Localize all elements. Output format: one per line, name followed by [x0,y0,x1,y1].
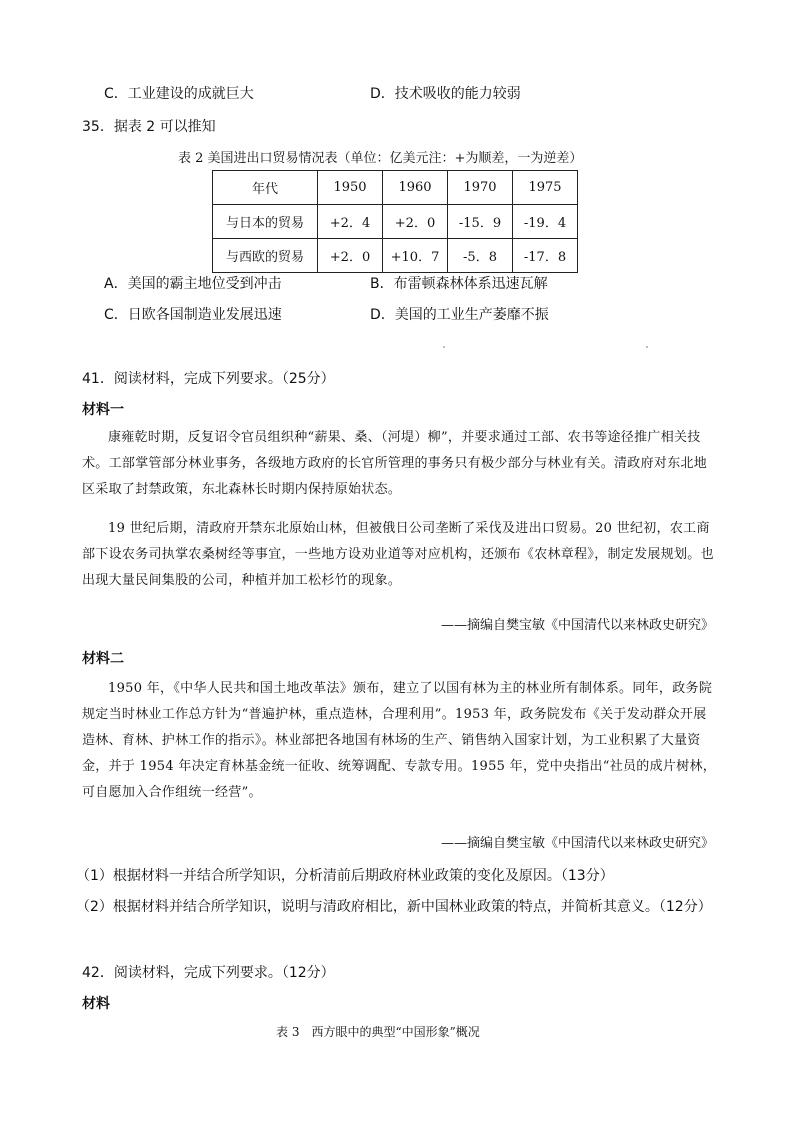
material2-label: 材料二 [82,651,124,667]
table-header-row [213,171,578,205]
table3-caption: 表 3 西方眼中的典型“中国形象”概况 [276,1025,480,1039]
table-cell: +10．7 [383,239,448,273]
table-cell: 与日本的贸易 [213,205,318,239]
table-cell: 与西欧的贸易 [213,239,318,273]
scan-speck [443,346,445,348]
table-cell: +2．4 [318,205,383,239]
q41-requirement-2: （2）根据材料并结合所学知识，说明与清政府相比，新中国林业政策的特点，并简析其意义。（12分） [76,899,712,915]
q41-requirement-1: （1）根据材料一并结合所学知识，分析清前后期政府林业政策的变化及原因。（13分） [76,868,614,884]
q34-option-d: D．技术吸收的能力较弱 [370,86,521,102]
q42-material-label: 材料 [82,996,110,1012]
table-header-cell: 1950 [318,171,383,205]
material1-paragraph-2: 19 世纪后期，清政府开禁东北原始山林，但被俄日公司垄断了采伐及进出口贸易。20 世纪初，农工商部下设农务司执掌农桑树经等事宜，一些地方设劝业道等对应机构，还颁布《农林章程》，制定发展规划。也出现大量民间集股的公司，种植并加工松杉竹的现象。 [82,521,714,588]
table-row [213,205,578,239]
material2-source: ——摘编自樊宝敏《中国清代以来林政史研究》 [440,836,714,851]
table-header-cell: 1970 [448,171,513,205]
table-cell: -5．8 [448,239,513,273]
table-header-cell: 1960 [383,171,448,205]
table-cell: +2．0 [318,239,383,273]
table-header-cell: 1975 [513,171,578,205]
material2-paragraph: 1950 年，《中华人民共和国土地改革法》颁布，建立了以国有林为主的林业所有制体系。同年，政务院规定当时林业工作总方针为“普遍护林，重点造林，合理利用”。1953 年，政务院发布《关于发动群众开展造林、育林、护林工作的指示》。林业部把各地国有林场的生产、销售纳入国家计划，为工业积累了大量资金，并于 1954 年决定育林基金统一征收、统筹调配、专款专用。1955 年，党中央指出“社员的成片树林，可自愿加入合作组统一经营”。 [82,681,717,800]
q35-option-d: D．美国的工业生产萎靡不振 [370,307,549,323]
material1-label: 材料一 [82,402,124,418]
q35-option-b: B．布雷顿森林体系迅速瓦解 [370,276,548,292]
material1-source: ——摘编自樊宝敏《中国清代以来林政史研究》 [440,618,714,633]
table-header-cell: 年代 [213,171,318,205]
table-cell: -15．9 [448,205,513,239]
q34-option-c: C．工业建设的成就巨大 [104,86,254,102]
q42-stem: 42．阅读材料，完成下列要求。（12分） [82,965,335,981]
table-cell: -17．8 [513,239,578,273]
q35-option-c: C．日欧各国制造业发展迅速 [104,307,282,323]
table-cell: -19．4 [513,205,578,239]
q35-stem: 35．据表 2 可以推知 [82,119,216,135]
table-row [213,239,578,273]
trade-table [212,170,578,273]
scan-speck [646,346,648,348]
table-cell: +2．0 [383,205,448,239]
q35-option-a: A．美国的霸主地位受到冲击 [104,276,282,292]
table2-caption: 表 2 美国进出口贸易情况表（单位：亿美元注：+为顺差，一为逆差） [178,151,583,166]
q41-stem: 41．阅读材料，完成下列要求。（25分） [82,371,335,387]
material1-paragraph-1: 康雍乾时期，反复诏令官员组织种“薪果、桑、（河堤）柳”，并要求通过工部、农书等途径推广相关技术。工部掌管部分林业事务，各级地方政府的长官所管理的事务只有极少部分与林业有关。清政府对东北地区采取了封禁政策，东北森林长时期内保持原始状态。 [82,430,708,497]
